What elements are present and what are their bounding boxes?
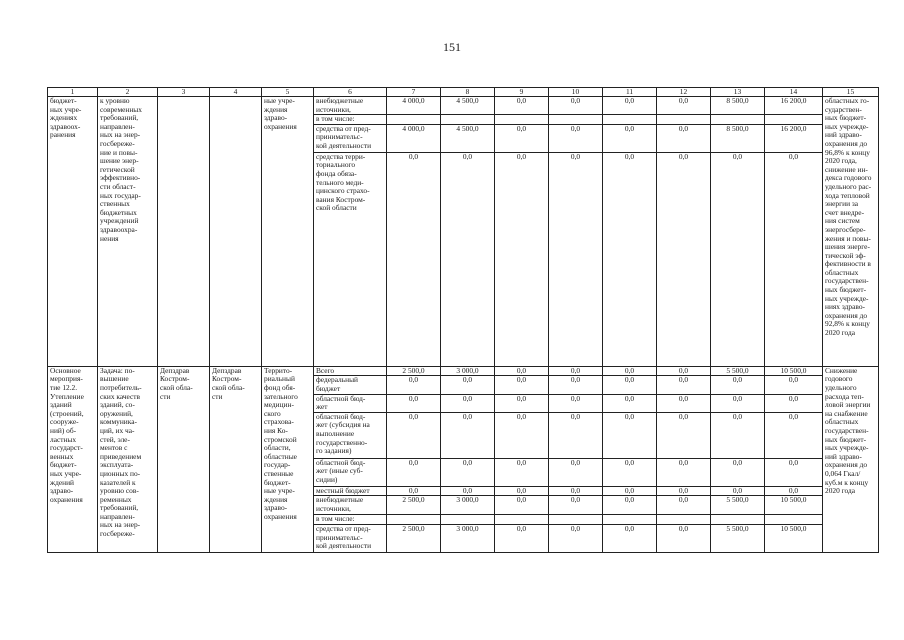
amount-cell	[387, 515, 441, 525]
amount-cell: 0,0	[711, 152, 765, 366]
funding-source-cell	[314, 152, 387, 366]
expected-result-cell	[823, 97, 879, 367]
amount-cell: 0,0	[495, 366, 549, 376]
expected-result-cell	[823, 366, 879, 552]
amount-cell: 4 500,0	[441, 97, 495, 115]
funding-source-cell	[314, 376, 387, 394]
column-number-cell: 5	[262, 88, 314, 97]
funding-source-label: Всего	[316, 366, 335, 375]
amount-cell: 0,0	[765, 376, 823, 394]
amount-cell: 10 500,0	[765, 496, 823, 515]
amount-cell	[657, 515, 711, 525]
column-number-cell: 15	[823, 88, 879, 97]
amount-cell	[495, 515, 549, 525]
amount-cell: 0,0	[549, 524, 603, 552]
funding-source-cell	[314, 524, 387, 552]
amount-cell: 0,0	[711, 376, 765, 394]
amount-cell: 2 500,0	[387, 496, 441, 515]
funding-source-cell	[314, 412, 387, 458]
amount-cell: 0,0	[495, 486, 549, 496]
amount-cell: 0,0	[387, 412, 441, 458]
amount-cell: 0,0	[495, 124, 549, 152]
amount-cell: 0,0	[495, 152, 549, 366]
amount-cell: 0,0	[603, 486, 657, 496]
cell-text: Террито- риальный фонд обя- зательного медицин- ского страхова- ния Ко- стромской области, областные государ- ственные бюджет- ные учре- ждения здраво- охранения	[264, 366, 298, 521]
amount-cell: 0,0	[387, 152, 441, 366]
amount-cell: 0,0	[657, 152, 711, 366]
amount-cell: 16 200,0	[765, 124, 823, 152]
amount-cell: 0,0	[495, 412, 549, 458]
funding-source-label: внебюджетные источники,	[316, 96, 364, 114]
funding-source-cell	[314, 394, 387, 412]
cell-col-3	[158, 366, 210, 552]
amount-cell: 0,0	[495, 496, 549, 515]
amount-cell: 0,0	[657, 496, 711, 515]
amount-cell: 0,0	[441, 458, 495, 486]
column-number-cell: 13	[711, 88, 765, 97]
cell-text: Основное мероприя- тие 12.2. Утепление зданий (строений, сооруже- ний) об- ластных государст- венных бюджет- ных учре- ждений здраво- охранения	[50, 366, 84, 504]
funding-source-label: внебюджетные источники,	[316, 495, 364, 513]
amount-cell: 0,0	[441, 376, 495, 394]
column-number-cell: 2	[98, 88, 158, 97]
column-number-cell: 7	[387, 88, 441, 97]
amount-cell: 10 500,0	[765, 366, 823, 376]
amount-cell	[549, 115, 603, 125]
amount-cell: 0,0	[603, 376, 657, 394]
funding-source-cell	[314, 515, 387, 525]
funding-source-label: средства от пред- принимательс- кой деятельности	[316, 524, 372, 551]
amount-cell: 0,0	[657, 458, 711, 486]
cell-col-2	[98, 366, 158, 552]
funding-source-label: федеральный бюджет	[316, 375, 358, 393]
expected-result-text: областных го- сударствен- ных бюджет- ных учрежде- ний здраво- охранения до 96,8% к концу 2020 года, снижение ин- декса годового удельного рас- хода тепловой энергии за счет внедре- ния систем энергосбере- жения и повы- шения энерге- тической эф- фективности в областных государствен- ных бюджет- ных учрежде- ниях здраво- охранения до 92,8% к концу 2020 года	[825, 96, 872, 338]
amount-cell: 0,0	[603, 152, 657, 366]
table-row	[48, 366, 879, 376]
amount-cell: 3 000,0	[441, 524, 495, 552]
amount-cell: 0,0	[603, 524, 657, 552]
amount-cell: 0,0	[657, 124, 711, 152]
amount-cell: 0,0	[657, 366, 711, 376]
table-row	[48, 97, 879, 115]
amount-cell: 4 000,0	[387, 124, 441, 152]
amount-cell: 0,0	[549, 394, 603, 412]
amount-cell: 0,0	[549, 496, 603, 515]
cell-col-5	[262, 366, 314, 552]
amount-cell: 0,0	[603, 412, 657, 458]
amount-cell: 0,0	[603, 458, 657, 486]
amount-cell: 0,0	[549, 152, 603, 366]
amount-cell	[549, 515, 603, 525]
funding-source-cell	[314, 486, 387, 496]
amount-cell: 4 500,0	[441, 124, 495, 152]
amount-cell	[765, 515, 823, 525]
amount-cell: 0,0	[549, 458, 603, 486]
amount-cell: 0,0	[549, 412, 603, 458]
amount-cell: 5 500,0	[711, 524, 765, 552]
amount-cell: 0,0	[603, 394, 657, 412]
amount-cell: 0,0	[549, 376, 603, 394]
amount-cell: 0,0	[765, 412, 823, 458]
amount-cell: 0,0	[657, 486, 711, 496]
cell-text: Депздрав Костром- ской обла- сти	[160, 366, 193, 401]
amount-cell: 0,0	[711, 458, 765, 486]
amount-cell: 0,0	[765, 486, 823, 496]
funding-source-label: областной бюд- жет (субсидия на выполнение государственно- го задания)	[316, 412, 370, 456]
amount-cell: 0,0	[657, 412, 711, 458]
amount-cell	[765, 115, 823, 125]
amount-cell: 0,0	[495, 524, 549, 552]
amount-cell	[711, 115, 765, 125]
amount-cell: 0,0	[387, 458, 441, 486]
amount-cell: 5 500,0	[711, 496, 765, 515]
funding-source-cell	[314, 124, 387, 152]
amount-cell: 0,0	[441, 486, 495, 496]
cell-text: Задача: по- вышение потребитель- ских качеств зданий, со- оружений, коммуника- ций, их ча- стей, эле- ментов с приведением эксплуата- ционных по- казателей к уровню сов- ременных требований, направлен- ных на энер- госбереже-	[100, 366, 142, 539]
column-number-row	[48, 88, 879, 97]
funding-source-label: областной бюд- жет (иные суб- сидии)	[316, 458, 366, 484]
column-number-cell: 3	[158, 88, 210, 97]
amount-cell	[495, 115, 549, 125]
page-number: 151	[443, 40, 461, 54]
funding-source-label: средства терри- ториального фонда обяза- тельного меди- цинского страхо- вания Костром- ской области	[316, 152, 370, 213]
column-number-cell: 6	[314, 88, 387, 97]
amount-cell: 0,0	[765, 152, 823, 366]
amount-cell: 0,0	[603, 366, 657, 376]
cell-col-3	[158, 97, 210, 367]
amount-cell: 0,0	[387, 486, 441, 496]
column-number-cell: 1	[48, 88, 98, 97]
funding-source-cell	[314, 115, 387, 125]
amount-cell: 10 500,0	[765, 524, 823, 552]
amount-cell	[711, 515, 765, 525]
amount-cell: 0,0	[711, 394, 765, 412]
column-number-cell: 4	[210, 88, 262, 97]
cell-text: ные учре- ждения здраво- охранения	[264, 96, 297, 131]
budget-table	[47, 87, 879, 553]
amount-cell: 0,0	[765, 458, 823, 486]
cell-text: к уровню современных требований, направлен- ных на энер- госбереже- ние и повы- шение энер- гетической эффективно- сти област- ных государ- ственных бюджетных учреждений здравоохра- нения	[100, 96, 142, 243]
cell-col-4	[210, 366, 262, 552]
amount-cell: 0,0	[657, 524, 711, 552]
amount-cell: 0,0	[765, 394, 823, 412]
amount-cell: 0,0	[603, 97, 657, 115]
funding-source-label: в том числе:	[316, 114, 355, 124]
amount-cell	[603, 515, 657, 525]
amount-cell: 0,0	[657, 394, 711, 412]
amount-cell: 2 500,0	[387, 524, 441, 552]
amount-cell: 0,0	[387, 394, 441, 412]
amount-cell: 0,0	[549, 486, 603, 496]
amount-cell	[657, 115, 711, 125]
funding-source-cell	[314, 458, 387, 486]
funding-source-label: в том числе:	[316, 514, 355, 524]
column-number-cell: 14	[765, 88, 823, 97]
amount-cell: 0,0	[711, 412, 765, 458]
amount-cell: 3 000,0	[441, 366, 495, 376]
amount-cell	[387, 115, 441, 125]
amount-cell: 0,0	[657, 376, 711, 394]
amount-cell: 0,0	[495, 458, 549, 486]
amount-cell: 0,0	[603, 124, 657, 152]
column-number-cell: 8	[441, 88, 495, 97]
column-number-cell: 12	[657, 88, 711, 97]
expected-result-text: Снижение годового удельного расхода теп- ловой энергии на снабжение областных государствен- ных бюджет- ных учрежде- ний здраво- охранения до 0,064 Гкал/ куб.м к концу 2020 года	[825, 366, 871, 496]
funding-source-cell	[314, 496, 387, 515]
cell-text: бюджет- ных учре- ждениях здравоох- ранения	[50, 96, 82, 140]
cell-col-5	[262, 97, 314, 367]
cell-col-2	[98, 97, 158, 367]
amount-cell: 0,0	[549, 124, 603, 152]
amount-cell: 0,0	[711, 486, 765, 496]
cell-col-4	[210, 97, 262, 367]
amount-cell: 0,0	[495, 376, 549, 394]
funding-source-label: местный бюджет	[316, 486, 370, 495]
amount-cell	[441, 115, 495, 125]
amount-cell: 0,0	[495, 97, 549, 115]
cell-text: Депздрав Костром- ской обла- сти	[212, 366, 245, 401]
amount-cell: 0,0	[441, 394, 495, 412]
amount-cell: 8 500,0	[711, 97, 765, 115]
amount-cell: 4 000,0	[387, 97, 441, 115]
amount-cell: 5 500,0	[711, 366, 765, 376]
funding-source-label: средства от пред- принимательс- кой деятельности	[316, 124, 372, 150]
amount-cell: 0,0	[495, 394, 549, 412]
funding-source-cell	[314, 366, 387, 376]
amount-cell: 0,0	[603, 496, 657, 515]
amount-cell: 16 200,0	[765, 97, 823, 115]
amount-cell: 0,0	[549, 366, 603, 376]
amount-cell: 0,0	[549, 97, 603, 115]
amount-cell: 2 500,0	[387, 366, 441, 376]
amount-cell	[441, 515, 495, 525]
amount-cell: 0,0	[657, 97, 711, 115]
column-number-cell: 10	[549, 88, 603, 97]
column-number-cell: 11	[603, 88, 657, 97]
funding-source-cell	[314, 97, 387, 115]
amount-cell	[603, 115, 657, 125]
cell-col-1	[48, 97, 98, 367]
amount-cell: 8 500,0	[711, 124, 765, 152]
cell-col-1	[48, 366, 98, 552]
column-number-cell: 9	[495, 88, 549, 97]
amount-cell: 0,0	[441, 152, 495, 366]
amount-cell: 0,0	[387, 376, 441, 394]
funding-source-label: областной бюд- жет	[316, 394, 366, 412]
amount-cell: 0,0	[441, 412, 495, 458]
amount-cell: 3 000,0	[441, 496, 495, 515]
